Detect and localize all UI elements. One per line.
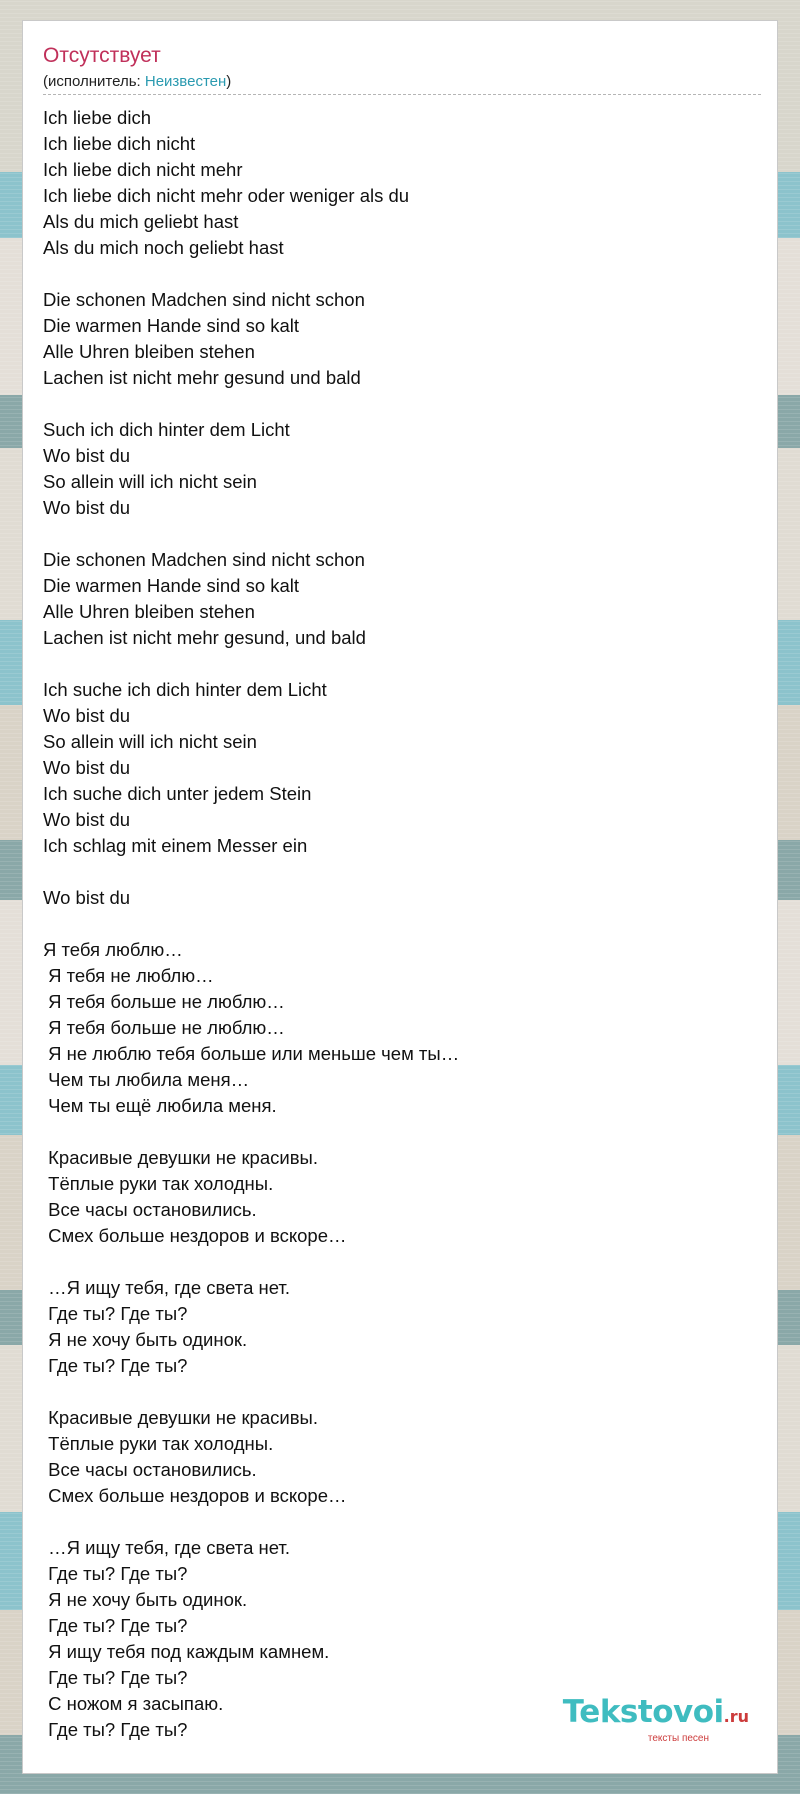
artist-suffix: ) — [226, 73, 232, 90]
artist-line — [43, 73, 231, 91]
logo-wordmark — [563, 1696, 749, 1733]
logo-name: Tekstovoi — [562, 1694, 724, 1730]
divider — [43, 94, 761, 95]
site-logo[interactable] — [563, 1696, 749, 1745]
logo-tagline: тексты песен — [647, 1733, 709, 1744]
lyrics-card — [22, 20, 778, 1774]
artist-prefix: (исполнитель: — [43, 73, 145, 90]
lyrics-text: Ich liebe dich Ich liebe dich nicht Ich liebe dich nicht mehr Ich liebe dich nicht mehr oder weniger als du Als du mich geliebt hast Als du mich noch geliebt hast Die schonen Madchen sind nicht schon Die warmen Hande sind so kalt Alle Uhren bleiben stehen Lachen ist nicht mehr gesund und bald Such ich dich hinter dem Licht Wo bist du So allein will ich nicht sein Wo bist du Die schonen Madchen sind nicht schon Die warmen Hande sind so kalt Alle Uhren bleiben stehen Lachen ist nicht mehr gesund, und bald Ich suche ich dich hinter dem Licht Wo bist du So allein will ich nicht sein Wo bist du Ich suche dich unter jedem Stein Wo bist du Ich schlag mit einem Messer ein Wo bist du Я тебя люблю… Я тебя не люблю… Я тебя больше не люблю… Я тебя больше не люблю… Я не люблю тебя больше или меньше чем ты… Чем ты любила меня… Чем ты ещё любила меня. Красивые девушки не красивы. Тёплые руки так холодны. Все часы остановились. Смех больше нездоров и вскоре… …Я ищу тебя, где света нет. Где ты? Где ты? Я не хочу быть одинок. Где ты? Где ты? Красивые девушки не красивы. Тёплые руки так холодны. Все часы остановились. Смех больше нездоров и вскоре… …Я ищу тебя, где света нет. Где ты? Где ты? Я не хочу быть одинок. Где ты? Где ты? Я ищу тебя под каждым камнем. Где ты? Где ты? С ножом я засыпаю. Где ты? Где ты? — [43, 107, 460, 1740]
logo-tld: .ru — [723, 1707, 749, 1726]
artist-link[interactable]: Неизвестен — [144, 73, 227, 90]
song-title: Отсутствует — [43, 44, 161, 67]
